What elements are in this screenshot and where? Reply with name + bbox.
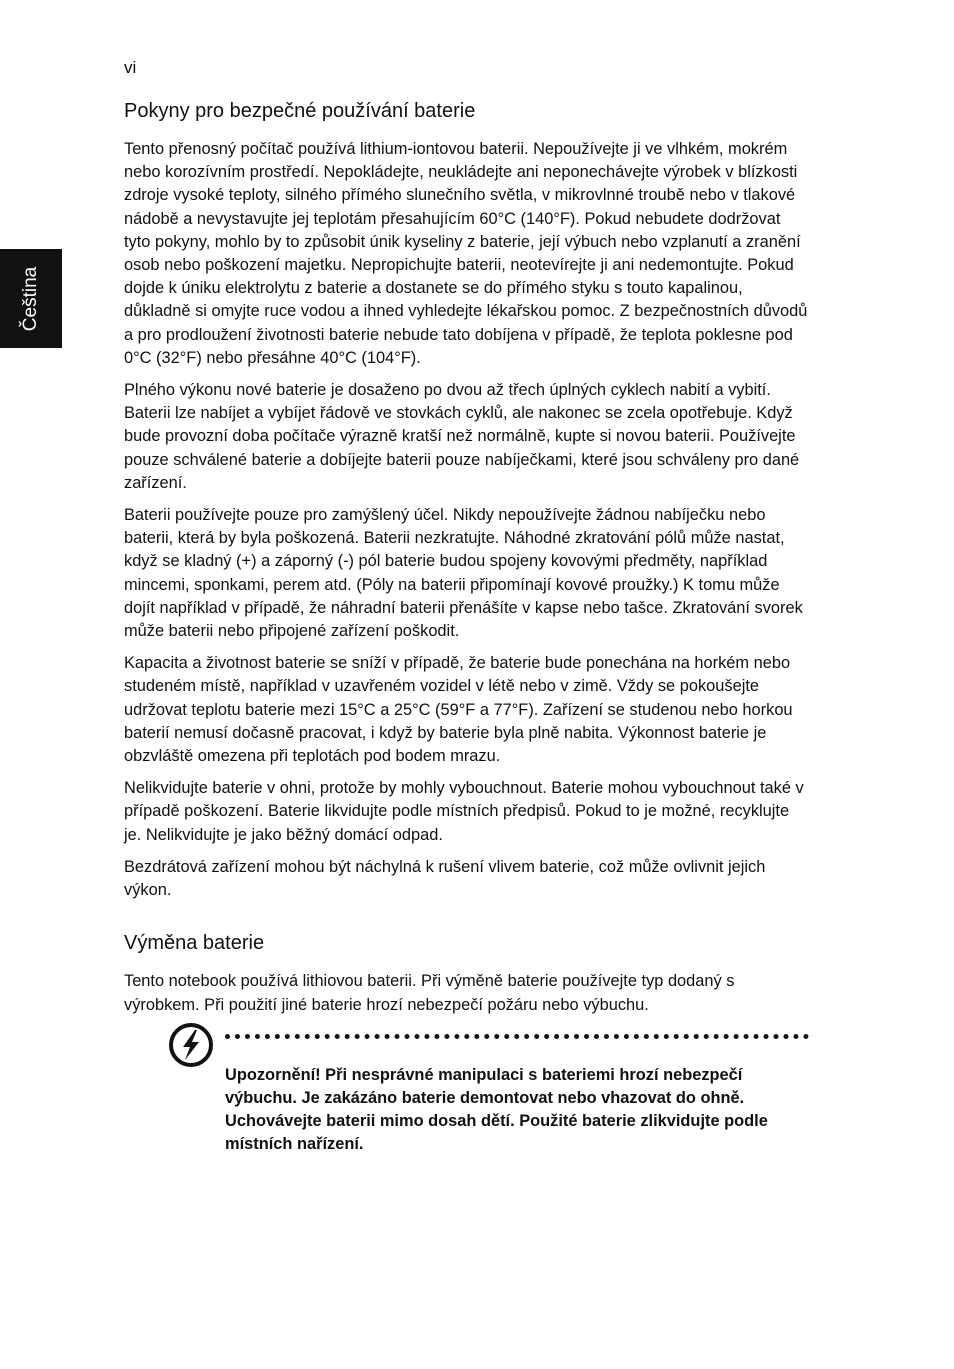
language-side-tab	[0, 249, 62, 348]
warning-text: Upozornění! Při nesprávné manipulaci s bateriemi hrozí nebezpečí výbuchu. Je zakázáno baterie demontovat nebo vhazovat do ohně. Uchovávejte baterii mimo dosah dětí. Použité baterie zlikvidujte podle místních nařízení.	[225, 1065, 768, 1154]
paragraph: Tento notebook používá lithiovou baterii. Při výměně baterie používejte typ dodaný s výrobkem. Při použití jiné baterie hrozí nebezpečí požáru nebo výbuchu.	[124, 972, 735, 1014]
page-number: vi	[124, 58, 137, 77]
language-tab-label: Čeština	[20, 266, 41, 332]
section-heading-battery-replacement: Výměna baterie	[124, 932, 265, 955]
lightning-warning-icon	[168, 1022, 214, 1068]
paragraph: Tento přenosný počítač používá lithium-iontovou baterii. Nepoužívejte ji ve vlhkém, mokrém nebo korozívním prostředí. Nepokládejte, neukládejte ani neponechávejte výrobek v blízkosti zdroje vysoké teploty, silného přímého slunečního světla, v mikrovlnné troubě nebo v tlakové nádobě a nevystavujte jej teplotám přesahujícím 60°C (140°F). Pokud nebudete dodržovat tyto pokyny, mohlo by to způsobit únik kyseliny z baterie, její výbuch nebo vzplanutí a zranění osob nebo poškození majetku. Nepropichujte baterii, neotevírejte ji ani nedemontujte. Pokud dojde k úniku elektrolytu z baterie a dostanete se do přímého styku s touto kapalinou, důkladně si omyjte ruce vodou a ihned vyhledejte lékařskou pomoc. Z bezpečnostních důvodů a pro prodloužení životnosti baterie nebude tato dobíjena v případě, že teplota poklesne pod 0°C (32°F) nebo přesáhne 40°C (104°F).	[124, 140, 808, 367]
warning-box	[124, 1034, 810, 1157]
page-content	[124, 98, 810, 1157]
paragraph: Plného výkonu nové baterie je dosaženo po dvou až třech úplných cyklech nabití a vybití. Baterii lze nabíjet a vybíjet řádově ve stovkách cyklů, ale nakonec se zcela opotřebuje. Když bude provozní doba počítače výrazně kratší než normálně, kupte si novou baterii. Používejte pouze schválené baterie a dobíjejte baterii pouze nabíječkami, které jsou schváleny pro dané zařízení.	[124, 381, 800, 492]
paragraph: Baterii používejte pouze pro zamýšlený účel. Nikdy nepoužívejte žádnou nabíječku nebo baterii, která by byla poškozená. Baterii nezkratujte. Náhodné zkratování pólů může nastat, když se kladný (+) a záporný (-) pól baterie budou spojeny kovovými předměty, například mincemi, sponkami, perem atd. (Póly na baterii připomínají kovové proužky.) K tomu může dojít například v případě, že náhradní baterii přenášíte v kapse nebo tašce. Zkratování svorek může baterii nebo připojené zařízení poškodit.	[124, 506, 803, 641]
section-heading-battery-safety: Pokyny pro bezpečné používání baterie	[124, 100, 476, 122]
paragraph: Kapacita a životnost baterie se sníží v případě, že baterie bude ponechána na horkém nebo studeném místě, například v uzavřeném vozidel v létě nebo v zimě. Vždy se pokoušejte udržovat teplotu baterie mezi 15°C a 25°C (59°F a 77°F). Zařízení se studenou nebo horkou baterií nemusí dočasně pracovat, i když by baterie byla plně nabita. Výkonnost baterie je obzvláště omezena při teplotách pod bodem mrazu.	[124, 654, 793, 766]
paragraph: Nelikvidujte baterie v ohni, protože by mohly vybouchnout. Baterie mohou vybouchnout také v případě poškození. Baterie likvidujte podle místních předpisů. Pokud to je možné, recyklujte je. Nelikvidujte je jako běžný domácí odpad.	[124, 779, 804, 844]
dotted-divider	[225, 1034, 809, 1044]
paragraph: Bezdrátová zařízení mohou být náchylná k rušení vlivem baterie, což může ovlivnit jejich výkon.	[124, 857, 766, 900]
